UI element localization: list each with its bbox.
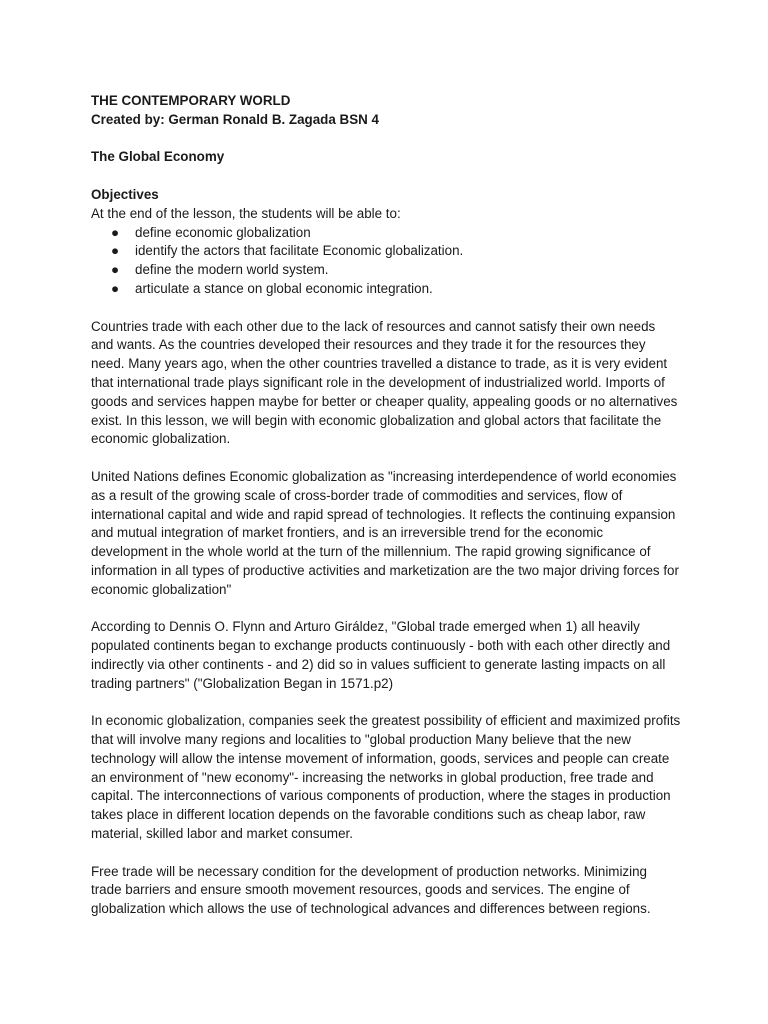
- paragraph-un-definition: United Nations defines Economic globalization as "increasing interdependence of world economies as a result of the growing scale of cross-border trade of commodities and services, flow of international capital and wide and rapid spread of technologies. It reflects the continuing expansion and mutual integration of market frontiers, and is an irreversible trend for the economic development in the whole world at the turn of the millennium. The rapid growing significance of information in all types of productive activities and marketization are the two major driving forces for economic globalization": [91, 468, 679, 597]
- spacer: [91, 600, 681, 619]
- objective-text: define economic globalization: [135, 224, 311, 240]
- spacer: [91, 449, 681, 468]
- paragraph-companies: In economic globalization, companies seek the greatest possibility of efficient and maximized profits that will involve many regions and localities to "global production Many believe that the new technology will allow the intense movement of information, goods, services and people can create an environment of "new economy"- increasing the networks in global production, free trade and capital. The interconnections of various components of production, where the stages in production takes place in different location depends on the favorable conditions such as cheap labor, raw material, skilled labor and market consumer.: [91, 713, 681, 842]
- paragraph-trade-intro: Countries trade with each other due to the lack of resources and cannot satisfy their own needs and wants. As the countries developed their resources and they trade it for the resources they need. Many years ago, when the other countries travelled a distance to trade, as it is very evident that international trade plays significant role in the development of industrialized world. Imports of goods and services happen maybe for better or cheaper quality, appealing goods or no alternatives exist. In this lesson, we will begin with economic globalization and global actors that facilitate the economic globalization.: [91, 318, 678, 447]
- bullet-icon: ●: [111, 243, 120, 259]
- objectives-heading: Objectives: [91, 186, 159, 202]
- objective-text: identify the actors that facilitate Economic globalization.: [135, 243, 464, 259]
- topic-heading: The Global Economy: [91, 149, 225, 165]
- spacer: [91, 694, 681, 713]
- document-page: [91, 92, 681, 919]
- objective-item: [91, 224, 681, 243]
- objective-text: define the modern world system.: [135, 262, 329, 278]
- document-title: THE CONTEMPORARY WORLD: [91, 93, 291, 108]
- objective-text: articulate a stance on global economic integration.: [135, 280, 433, 296]
- objective-item: [91, 242, 681, 261]
- paragraph-free-trade: Free trade will be necessary condition for the development of production networks. Minimizing trade barriers and ensure smooth movement resources, goods and services. The engine of globalization which allows the use of technological advances and differences between regions.: [91, 863, 651, 917]
- objective-item: [91, 261, 681, 280]
- author-line: Created by: German Ronald B. Zagada BSN 4: [91, 111, 379, 127]
- spacer: [91, 299, 681, 318]
- objectives-intro: At the end of the lesson, the students will be able to:: [91, 205, 401, 221]
- objective-item: [91, 280, 681, 299]
- paragraph-flynn-giraldez: According to Dennis O. Flynn and Arturo Giráldez, "Global trade emerged when 1) all heavily populated continents began to exchange products continuously - both with each other directly and indirectly via other continents - and 2) did so in values sufficient to generate lasting impacts on all trading partners" ("Globalization Began in 1571.p2): [91, 619, 671, 691]
- bullet-icon: ●: [111, 262, 120, 278]
- bullet-icon: ●: [111, 224, 120, 240]
- bullet-icon: ●: [111, 280, 120, 296]
- spacer: [91, 130, 681, 149]
- spacer: [91, 167, 681, 186]
- spacer: [91, 844, 681, 863]
- objectives-list: [91, 224, 681, 299]
